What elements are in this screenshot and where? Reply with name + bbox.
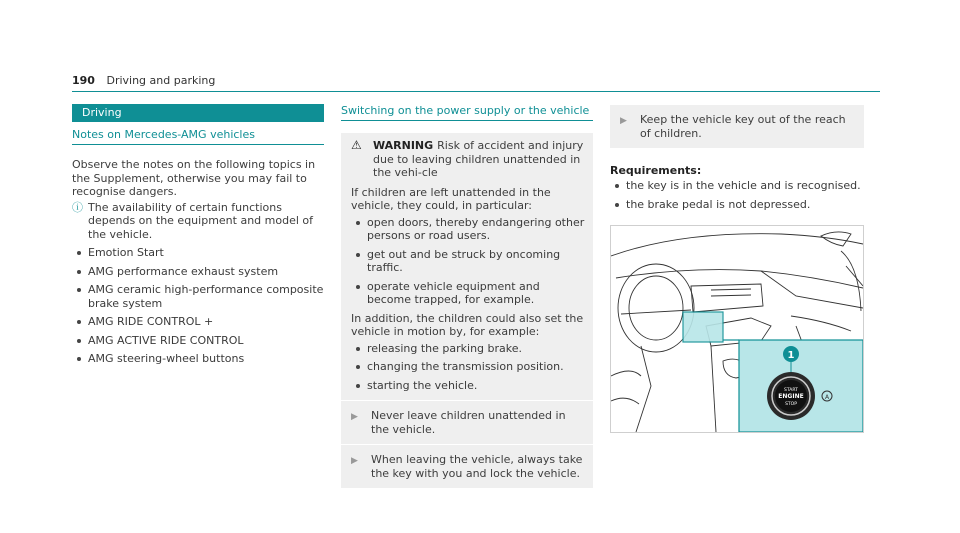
- action-text: Never leave children unattended in the vehicle.: [371, 409, 566, 436]
- list-item: AMG ACTIVE RIDE CONTROL: [72, 334, 324, 348]
- svg-text:A: A: [824, 394, 830, 401]
- intro-text: Observe the notes on the following topics in the Supplement, otherwise you may fail to recognise dangers.: [72, 158, 316, 198]
- arrow-right-icon: ▶: [351, 456, 358, 466]
- column-right: [610, 104, 864, 433]
- list-item: AMG ceramic high-performance composite brake system: [72, 283, 324, 310]
- list-item: AMG performance exhaust system: [72, 265, 324, 279]
- warning-list-2: [351, 342, 585, 393]
- list-item: starting the vehicle.: [351, 379, 585, 393]
- list-item: changing the transmission position.: [351, 360, 585, 374]
- list-item: Emotion Start: [72, 246, 324, 260]
- action-text: When leaving the vehicle, always take the key with you and lock the vehicle.: [371, 453, 583, 480]
- note: [72, 201, 324, 242]
- page-number: 190: [72, 74, 95, 87]
- warning-title: Risk of accident and injury due to leaving children unattended in the vehi-cle: [373, 139, 584, 179]
- warning-paragraph-2: In addition, the children could also set the vehicle in motion by, for example:: [351, 311, 584, 338]
- list-item: open doors, thereby endangering other persons or road users.: [351, 216, 585, 243]
- arrow-right-icon: ▶: [620, 116, 627, 126]
- action-step-key: [610, 104, 864, 148]
- subheading-power-supply: Switching on the power supply or the vehicle: [341, 104, 593, 121]
- column-left: [72, 104, 324, 371]
- warning-triangle-icon: ⚠: [351, 138, 362, 152]
- warning-box: [341, 133, 593, 400]
- action-step-2: [341, 444, 593, 488]
- button-start-label: START: [784, 388, 798, 393]
- subheading-amg: Notes on Mercedes-AMG vehicles: [72, 128, 324, 145]
- amg-topic-list: [72, 246, 324, 366]
- warning-label: WARNING: [373, 139, 434, 152]
- note-text: The availability of certain functions depends on the equipment and model of the vehicle.: [88, 200, 313, 241]
- cockpit-illustration: [610, 225, 864, 433]
- list-item: releasing the parking brake.: [351, 342, 585, 356]
- section-bar: Driving: [72, 104, 324, 122]
- cockpit-drawing: [611, 226, 863, 432]
- button-stop-label: STOP: [785, 402, 797, 407]
- action-step-1: [341, 400, 593, 444]
- list-item: AMG steering-wheel buttons: [72, 352, 324, 366]
- page-header-title: Driving and parking: [106, 74, 216, 87]
- list-item: the key is in the vehicle and is recognised.: [610, 179, 864, 193]
- button-engine-label: ENGINE: [778, 393, 804, 400]
- arrow-right-icon: ▶: [351, 412, 358, 422]
- requirements-heading: Requirements:: [610, 164, 702, 177]
- requirements-list: [610, 179, 864, 211]
- list-item: operate vehicle equipment and become trapped, for example.: [351, 280, 585, 307]
- column-middle: [341, 104, 593, 488]
- page-header: [72, 74, 215, 87]
- callout-number: 1: [787, 350, 795, 361]
- list-item: the brake pedal is not depressed.: [610, 198, 864, 212]
- header-rule: [72, 91, 880, 92]
- warning-header: [351, 139, 585, 180]
- warning-list-1: [351, 216, 585, 307]
- action-text: Keep the vehicle key out of the reach of children.: [640, 113, 846, 140]
- warning-paragraph-1: If children are left unattended in the vehicle, they could, in particular:: [351, 185, 551, 212]
- list-item: AMG RIDE CONTROL +: [72, 315, 324, 329]
- info-icon: ⓘ: [72, 200, 83, 214]
- list-item: get out and be struck by oncoming traffic.: [351, 248, 585, 275]
